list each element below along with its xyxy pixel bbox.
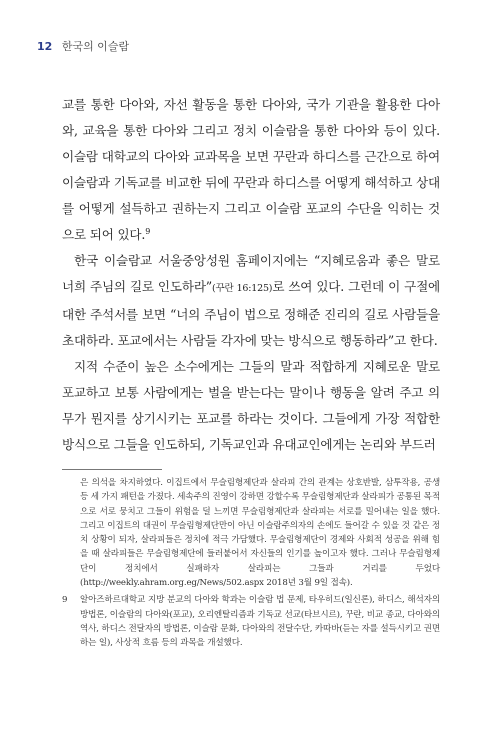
footnote-9-text: 알아즈하르대학교 지방 분교의 다아와 학과는 이슬람 법 문제, 타우히드(일신론), 하디스, 해석자의 방법론, 이슬람의 다아와(포교), 오리엔탈리즘과 기독교 선교(타브시르), 꾸란, 비교 종교, 다아와의 역사, 하디스 전달자의 방법론, 이슬람 문화, 다아와의 전달수단, 카따바(듣는 자를 설득시키고 권면하는 일), 사상적 흐름 등의 과목을 개설했다. xyxy=(80,595,440,649)
page-number: 12 xyxy=(37,40,53,53)
paragraph-2 xyxy=(62,248,440,354)
running-header xyxy=(37,38,129,54)
paragraph-2-text-b: 로 쓰여 있다. 그런데 이 구절에 대한 주석서를 보면 “너의 주님이 법으로 정해준 진리의 길로 사람들을 초대하라. 포교에서는 사람들 각자에 맞는 방식으로 행동하라”고 한다. xyxy=(62,279,440,348)
footnotes xyxy=(62,476,440,651)
quran-citation: (꾸란 16:125) xyxy=(212,283,273,294)
footnote-9-marker: 9 xyxy=(62,595,68,606)
footnote-9 xyxy=(62,593,440,650)
paragraph-3 xyxy=(62,354,440,458)
paragraph-3-text: 지적 수준이 높은 소수에게는 그들의 말과 적합하게 지혜로운 말로 포교하고 보통 사람에게는 벌을 받는다는 말이나 행동을 알려 주고 의무가 뭔지를 상기시키는 포교를 하라는 것이다. 그들에게 가장 적합한 방식으로 그들을 인도하되, 기독교인과 유대교인에게는 논리와 부드러 xyxy=(62,359,440,452)
book-title: 한국의 이슬람 xyxy=(61,40,130,53)
footnote-divider xyxy=(62,469,162,470)
paragraph-1 xyxy=(62,92,440,248)
footnote-ref-9[interactable]: 9 xyxy=(145,226,151,236)
paragraph-2-text-a: 한국 이슬람교 서울중앙성원 홈페이지에는 “지혜로움과 좋은 말로 너희 주님의 길로 인도하라” xyxy=(62,253,440,294)
paragraph-1-text: 교를 통한 다아와, 자선 활동을 통한 다아와, 국가 기관을 활용한 다아와, 교육을 통한 다아와 그리고 정치 이슬람을 통한 다아와 등이 있다. 이슬람 대학교의 다아와 교과목을 보면 꾸란과 하디스를 근간으로 하여 이슬람과 기독교를 비교한 뒤에 꾸란과 하디스를 어떻게 해석하고 상대를 어떻게 설득하고 권하는지 그리고 이슬람 포교의 수단을 익히는 것으로 되어 있다. xyxy=(62,97,440,242)
main-text xyxy=(62,92,440,458)
footnote-continued: 은 의석을 차지하였다. 이집트에서 무슬림형제단과 살라피 간의 관계는 상호반발, 삼투작용, 공생 등 세 가지 패턴을 가졌다. 세속주의 진영이 강하면 강할수록 무슬림형제단과 살라피가 공통된 목적으로 서로 뭉치고 그들이 위험을 덜 느끼면 무슬림형제단과 살라피는 서로를 밀어내는 일을 했다. 그리고 이집트의 대권이 무슬림형제단만이 아닌 이슬람주의자의 손에도 들어갈 수 있을 것 같은 정치 상황이 되자, 살라피들은 정치에 적극 가담했다. 무슬림형제단이 경제와 사회적 성공을 위해 힘을 때 살라피들은 무슬림형제단에 들러붙어서 자신들의 인기를 높이고자 했다. 그러나 무슬림형제단이 정치에서 실패하자 살라피는 그들과 거리를 두었다(http://weekly.ahram.org.eg/News/502.aspx 2018년 3월 9일 접속). xyxy=(80,478,440,589)
